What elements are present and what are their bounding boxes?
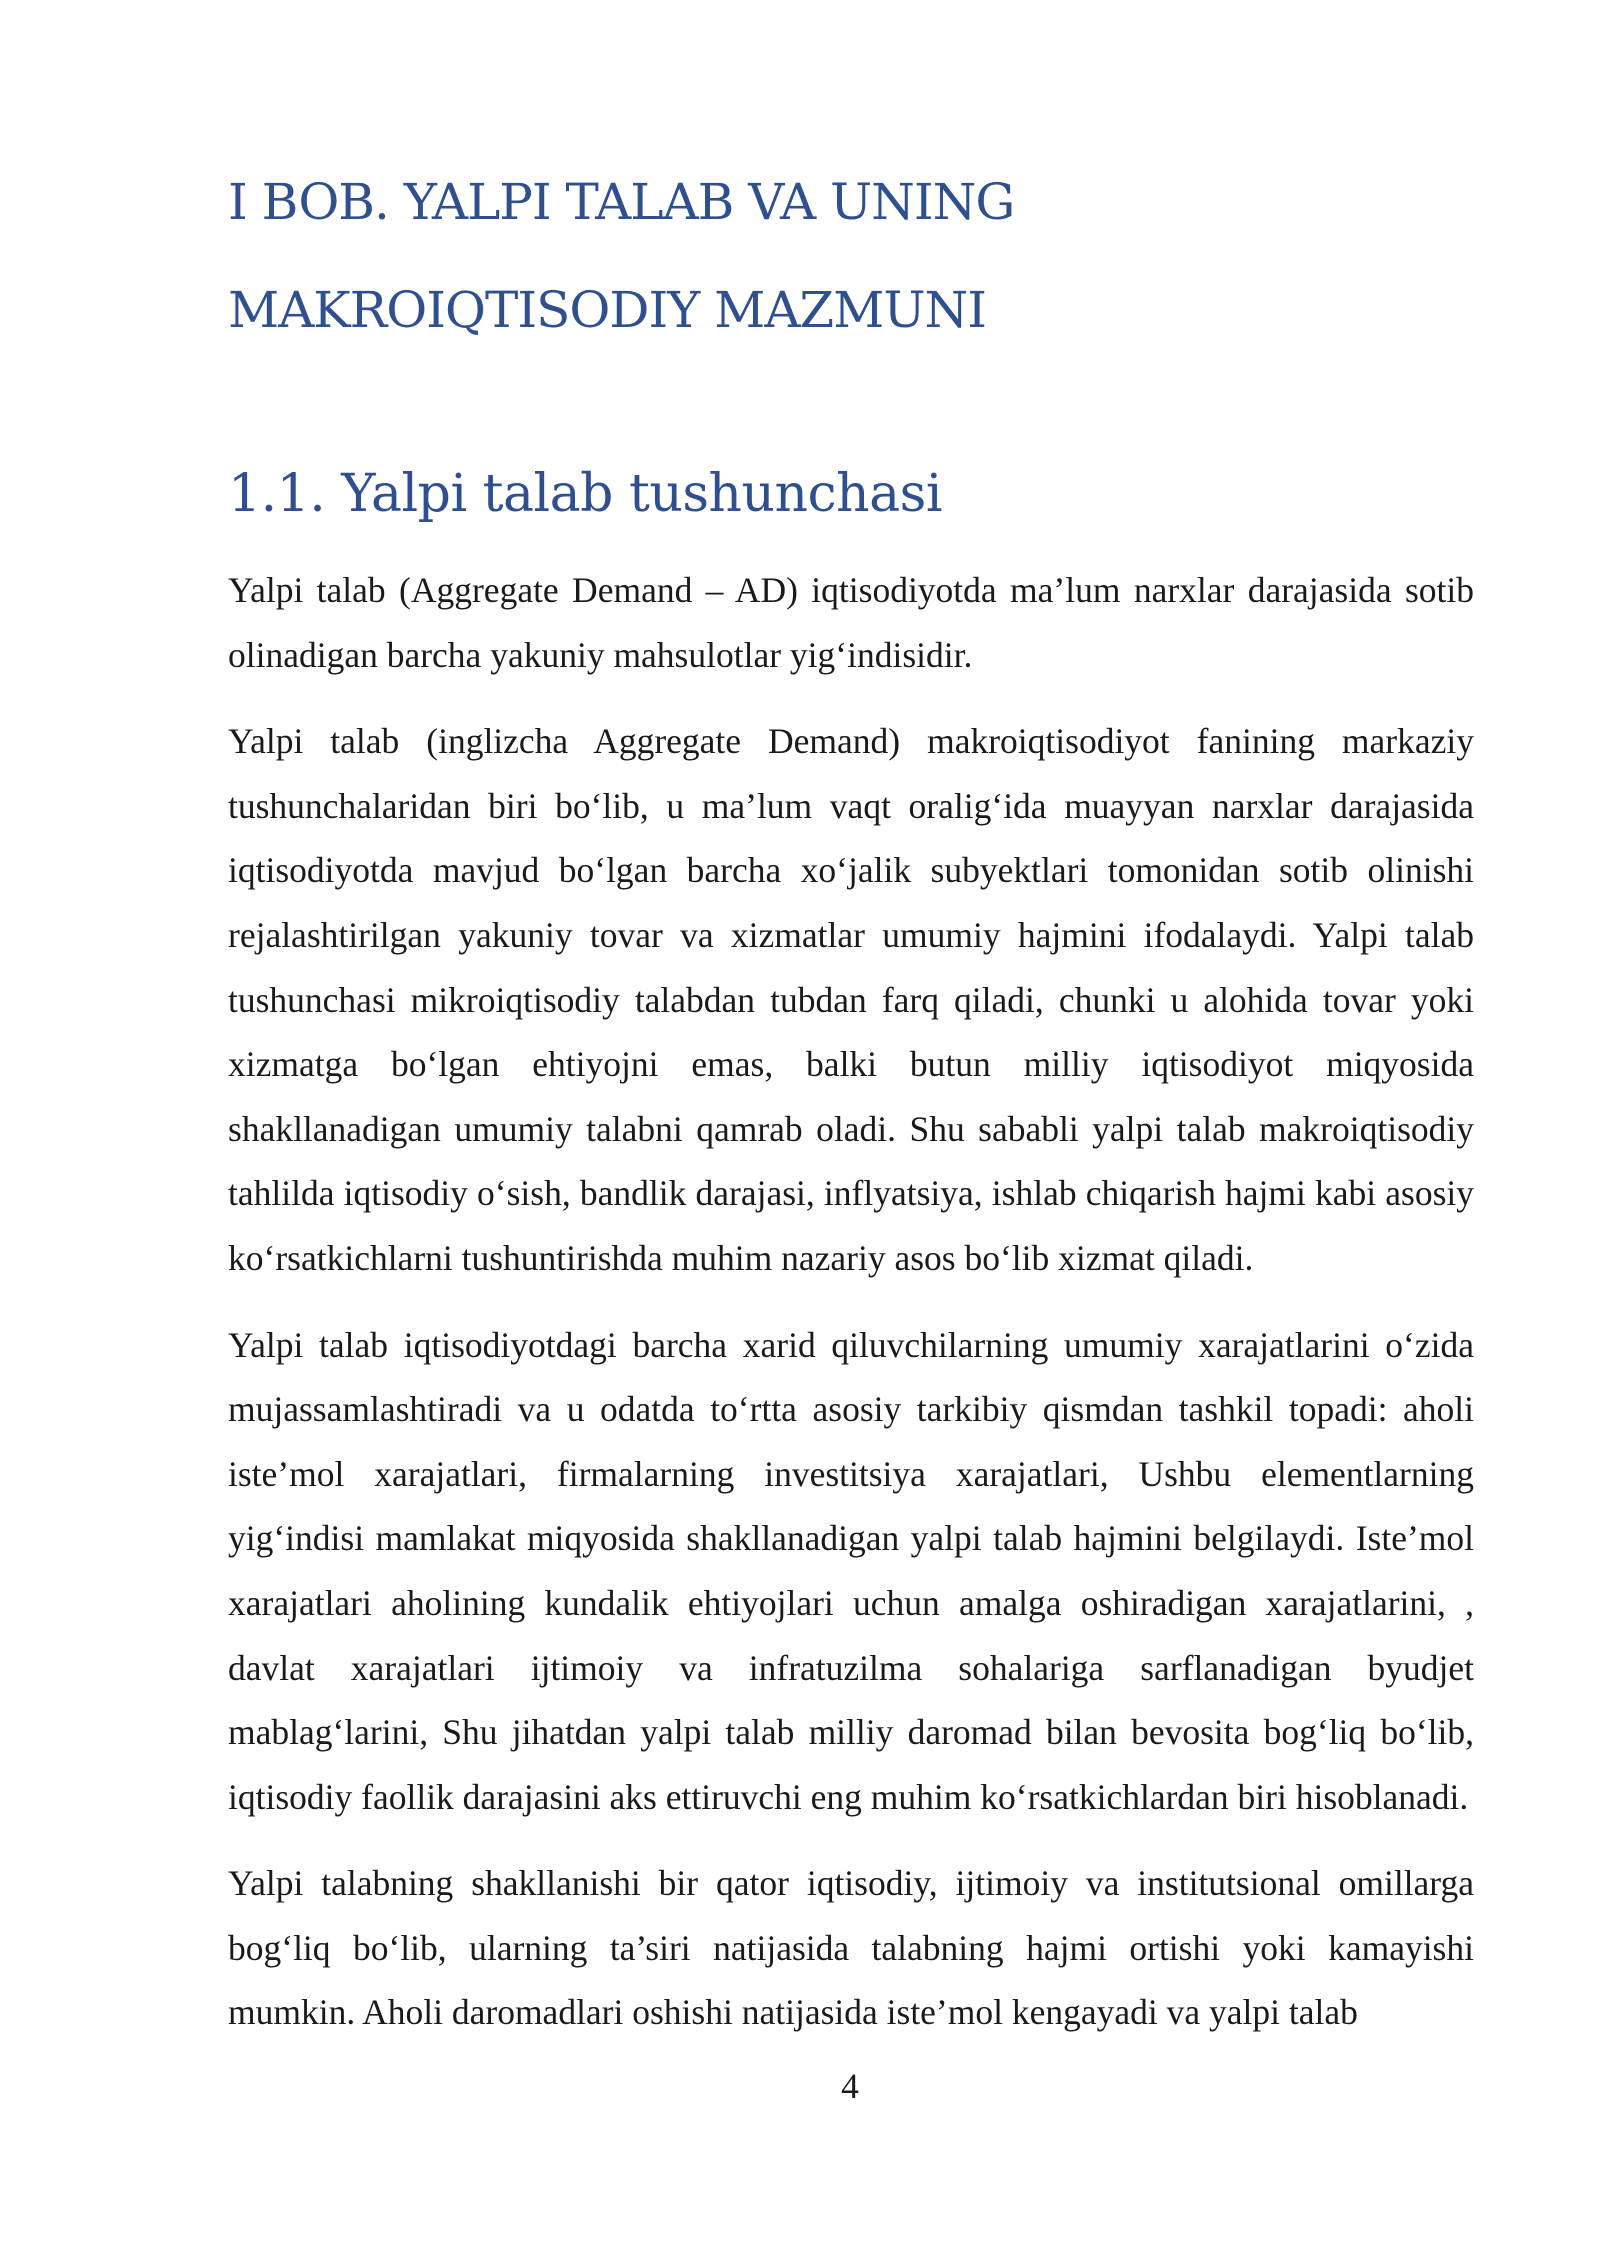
paragraph: Yalpi talabning shakllanishi bir qator iqtisodiy, ijtimoiy va institutsional omillarga bog‘liq bo‘lib, ularning ta’siri natijasida talabning hajmi ortishi yoki kamayishi mumkin. Aholi daromadlari oshishi natijasida iste’mol kengayadi va yalpi talab: [228, 1863, 1474, 2033]
page-number: 4: [841, 2066, 859, 2106]
page-content: [228, 148, 1474, 2045]
paragraph: Yalpi talab (Aggregate Demand – AD) iqtisodiyotda ma’lum narxlar darajasida sotib olinadigan barcha yakuniy mahsulotlar yig‘indisidir.: [228, 570, 1474, 675]
chapter-title: I BOB. YALPI TALAB VA UNING MAKROIQTISODIY MAZMUNI: [228, 173, 1015, 339]
section-title: 1.1. Yalpi talab tushunchasi: [228, 464, 942, 524]
paragraph: Yalpi talab iqtisodiyotdagi barcha xarid qiluvchilarning umumiy xarajatlarini o‘zida mujassamlashtiradi va u odatda to‘rtta asosiy tarkibiy qismdan tashkil topadi: aholi iste’mol xarajatlari, firmalarning investitsiya xarajatlari, Ushbu elementlarning yig‘indisi mamlakat miqyosida shakllanadigan yalpi talab hajmini belgilaydi. Iste’mol xarajatlari aholining kundalik ehtiyojlari uchun amalga oshiradigan xarajatlarini, , davlat xarajatlari ijtimoiy va infratuzilma sohalariga sarflanadigan byudjet mablag‘larini, Shu jihatdan yalpi talab milliy daromad bilan bevosita bog‘liq bo‘lib, iqtisodiy faollik darajasini aks ettiruvchi eng muhim ko‘rsatkichlardan biri hisoblanadi.: [228, 1324, 1474, 1817]
paragraph: Yalpi talab (inglizcha Aggregate Demand) makroiqtisodiyot fanining markaziy tushunchalaridan biri bo‘lib, u ma’lum vaqt oralig‘ida muayyan narxlar darajasida iqtisodiyotda mavjud bo‘lgan barcha xo‘jalik subyektlari tomonidan sotib olinishi rejalashtirilgan yakuniy tovar va xizmatlar umumiy hajmini ifodalaydi. Yalpi talab tushunchasi mikroiqtisodiy talabdan tubdan farq qiladi, chunki u alohida tovar yoki xizmatga bo‘lgan ehtiyojni emas, balki butun milliy iqtisodiyot miqyosida shakllanadigan umumiy talabni qamrab oladi. Shu sababli yalpi talab makroiqtisodiy tahlilda iqtisodiy o‘sish, bandlik darajasi, inflyatsiya, ishlab chiqarish hajmi kabi asosiy ko‘rsatkichlarni tushuntirishda muhim nazariy asos bo‘lib xizmat qiladi.: [228, 721, 1474, 1278]
